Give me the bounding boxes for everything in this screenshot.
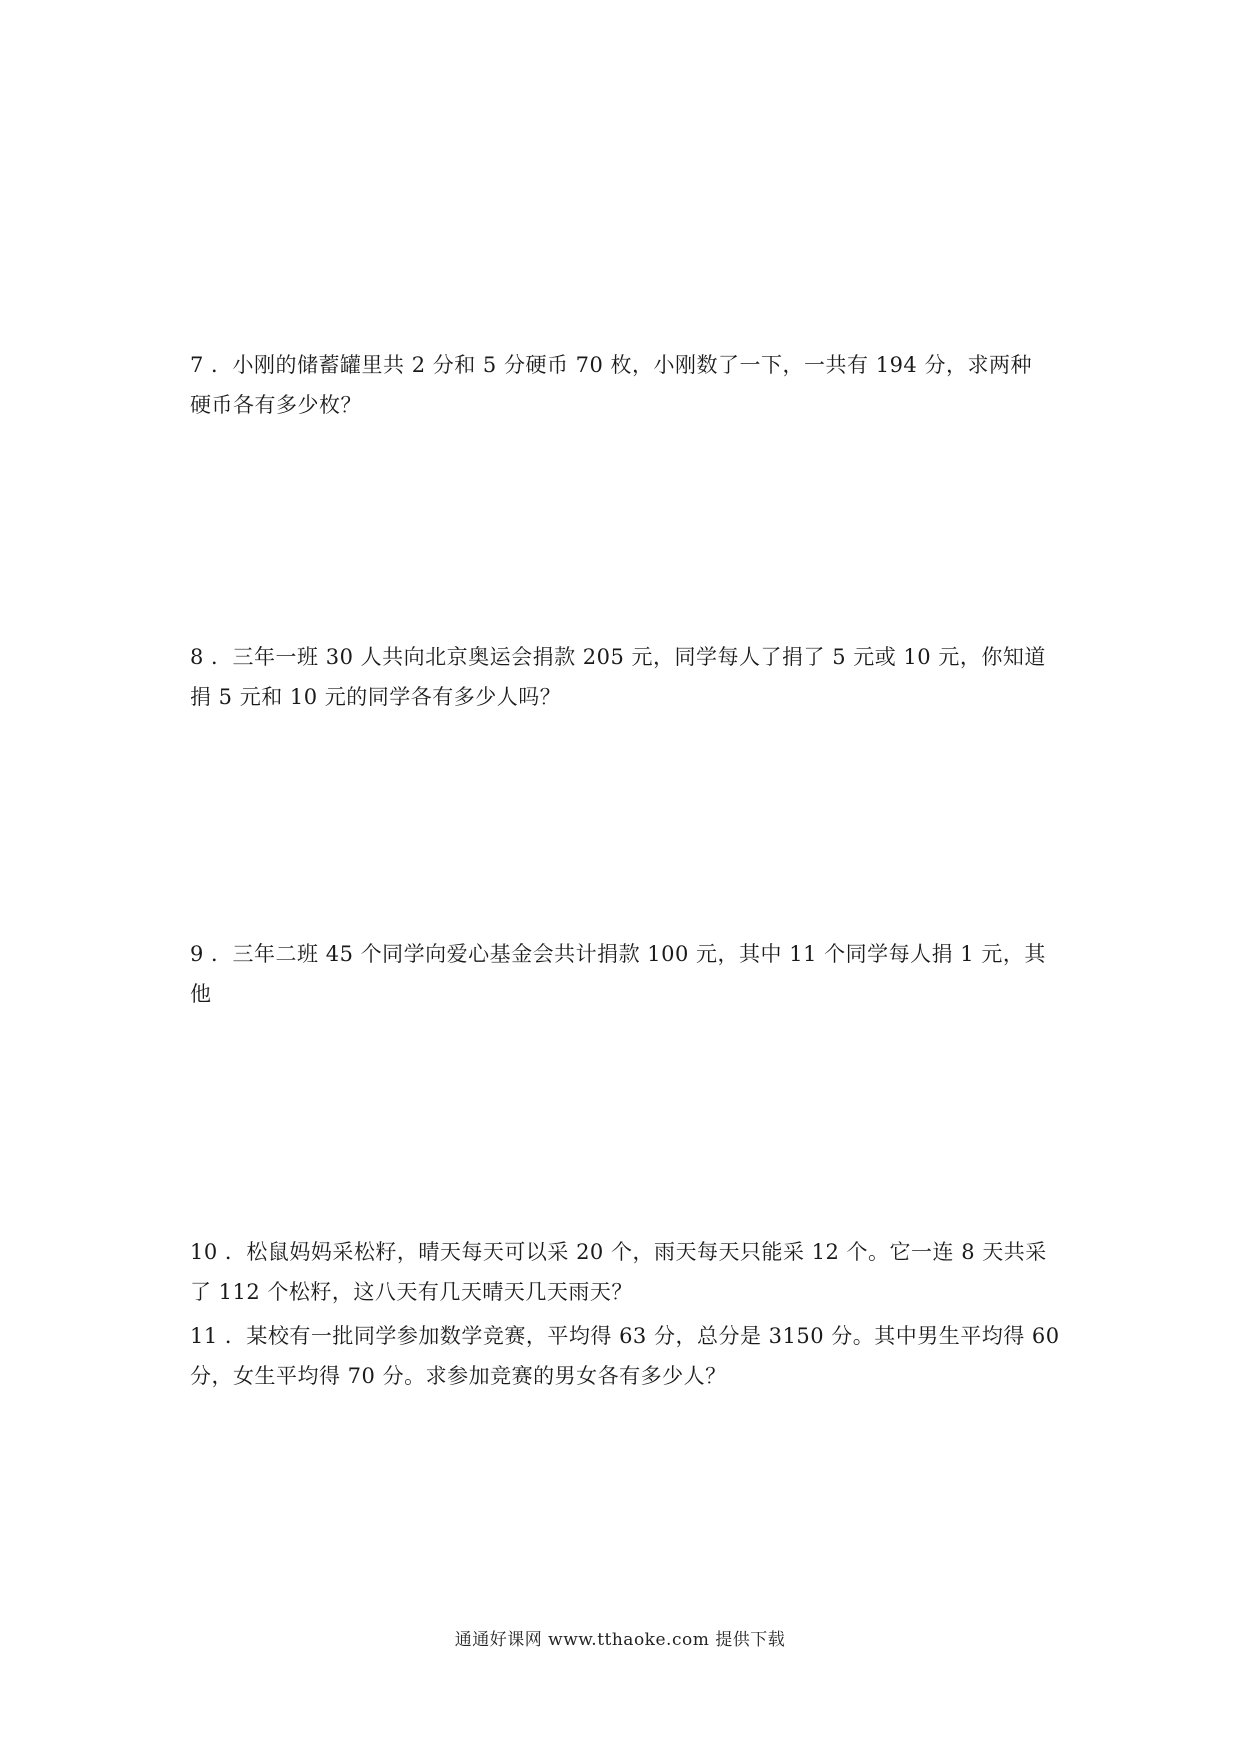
problem-9-line-2: 他	[190, 982, 212, 1006]
problem-7	[190, 345, 1060, 425]
page-footer: 通通好课网 www.tthaoke.com 提供下载	[454, 1630, 786, 1650]
problem-8-line-1: 8 ．三年一班 30 人共向北京奥运会捐款 205 元，同学每人了捐了 5 元或 10 元，你知道	[190, 645, 1046, 669]
problem-7-line-1: 7 ．小刚的储蓄罐里共 2 分和 5 分硬币 70 枚，小刚数了一下，一共有 194 分，求两种	[190, 353, 1032, 377]
problem-10	[190, 1232, 1060, 1312]
problem-8-line-2: 捐 5 元和 10 元的同学各有多少人吗？	[190, 685, 562, 709]
problem-10-line-2: 了 112 个松籽，这八天有几天晴天几天雨天？	[190, 1280, 633, 1304]
problem-9	[190, 934, 1060, 1014]
problem-11-line-2: 分，女生平均得 70 分。求参加竞赛的男女各有多少人？	[190, 1364, 727, 1388]
problem-11-line-1: 11 ．某校有一批同学参加数学竞赛，平均得 63 分，总分是 3150 分。其中男生平均得 60	[190, 1324, 1060, 1348]
problem-11	[190, 1316, 1060, 1396]
problem-10-line-1: 10 ．松鼠妈妈采松籽，晴天每天可以采 20 个，雨天每天只能采 12 个。它一连 8 天共采	[190, 1240, 1047, 1264]
problem-8	[190, 637, 1060, 717]
problem-7-line-2: 硬币各有多少枚？	[190, 393, 362, 417]
problem-9-line-1: 9 ．三年二班 45 个同学向爱心基金会共计捐款 100 元，其中 11 个同学每人捐 1 元，其	[190, 942, 1046, 966]
